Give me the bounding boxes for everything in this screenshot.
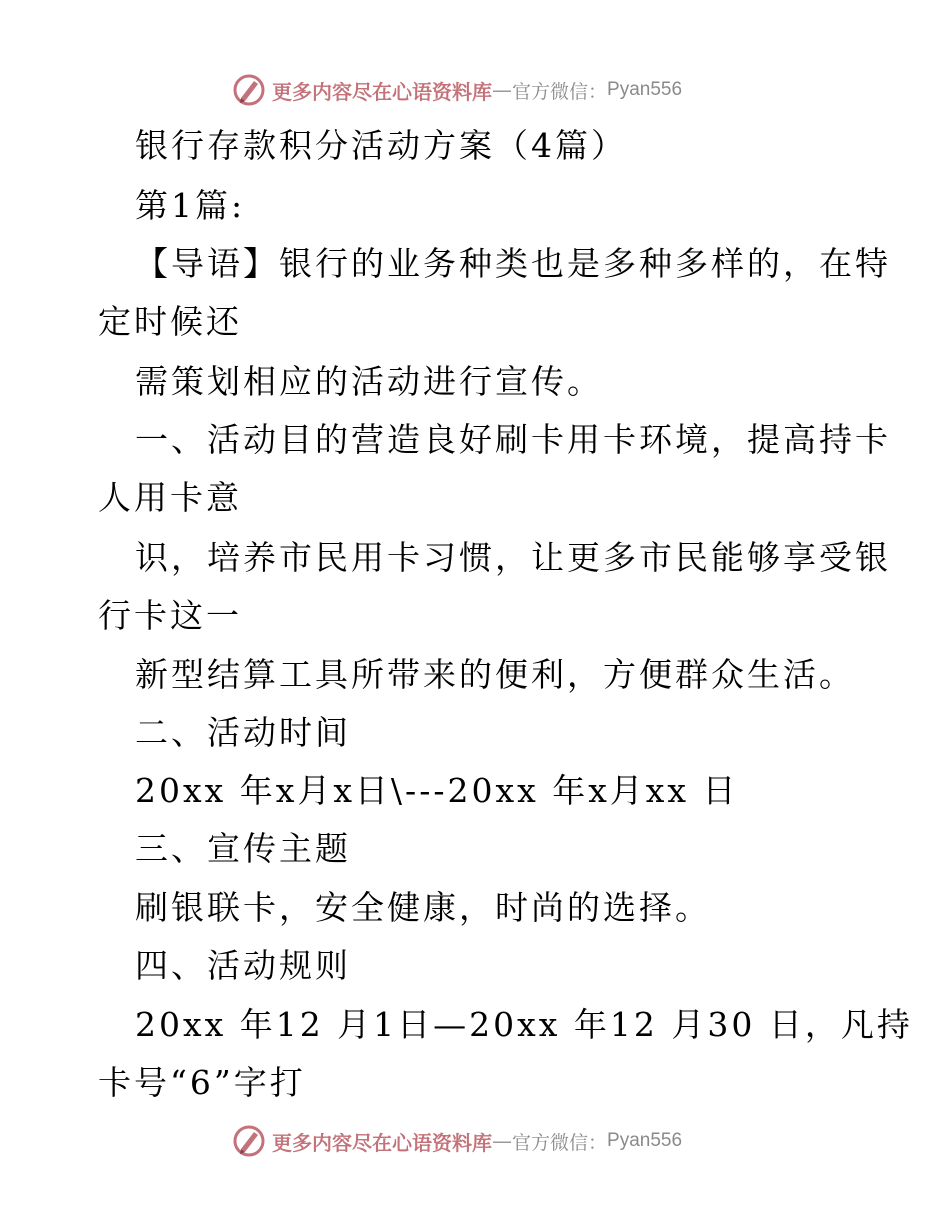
paragraph-line: 新型结算工具所带来的便利，方便群众生活。 (135, 655, 855, 694)
watermark-main-text: 更多内容尽在心语资料库 (272, 1130, 492, 1155)
header-watermark (232, 70, 682, 110)
pen-logo-icon (232, 73, 266, 107)
section-heading: 四、活动规则 (135, 946, 351, 985)
watermark-wechat-id: Pyan556 (607, 1130, 683, 1151)
watermark-dash: — (492, 1129, 512, 1153)
paragraph-line: 人用卡意 (98, 478, 242, 517)
watermark-wechat-label: 官方微信： (512, 1131, 608, 1154)
document-title: 银行存款积分活动方案（4篇） (135, 126, 627, 165)
watermark-wechat-id: Pyan556 (607, 79, 683, 100)
paragraph-line: 卡号“6”字打 (98, 1063, 306, 1102)
footer-watermark (232, 1121, 682, 1161)
watermark-main-text: 更多内容尽在心语资料库 (272, 79, 492, 104)
paragraph-line: 一、活动目的营造良好刷卡用卡环境，提高持卡 (135, 420, 891, 459)
paragraph-line: 刷银联卡，安全健康，时尚的选择。 (135, 888, 711, 927)
paragraph-line: 行卡这一 (98, 596, 242, 635)
paragraph-line: 识，培养市民用卡习惯，让更多市民能够享受银 (135, 538, 891, 577)
section-heading: 第1篇: (135, 186, 246, 225)
paragraph-line: 【导语】银行的业务种类也是多种多样的，在特 (135, 244, 891, 283)
watermark-dash: — (492, 78, 512, 102)
watermark-wechat-label: 官方微信： (512, 80, 608, 103)
paragraph-line: 20xx 年x月x日\---20xx 年x月xx 日 (135, 771, 739, 810)
pen-logo-icon (232, 1124, 266, 1158)
paragraph-line: 需策划相应的活动进行宣传。 (135, 362, 603, 401)
section-heading: 二、活动时间 (135, 713, 351, 752)
section-heading: 三、宣传主题 (135, 829, 351, 868)
paragraph-line: 定时候还 (98, 302, 242, 341)
paragraph-line: 20xx 年12 月1日—20xx 年12 月30 日，凡持 (135, 1005, 913, 1044)
